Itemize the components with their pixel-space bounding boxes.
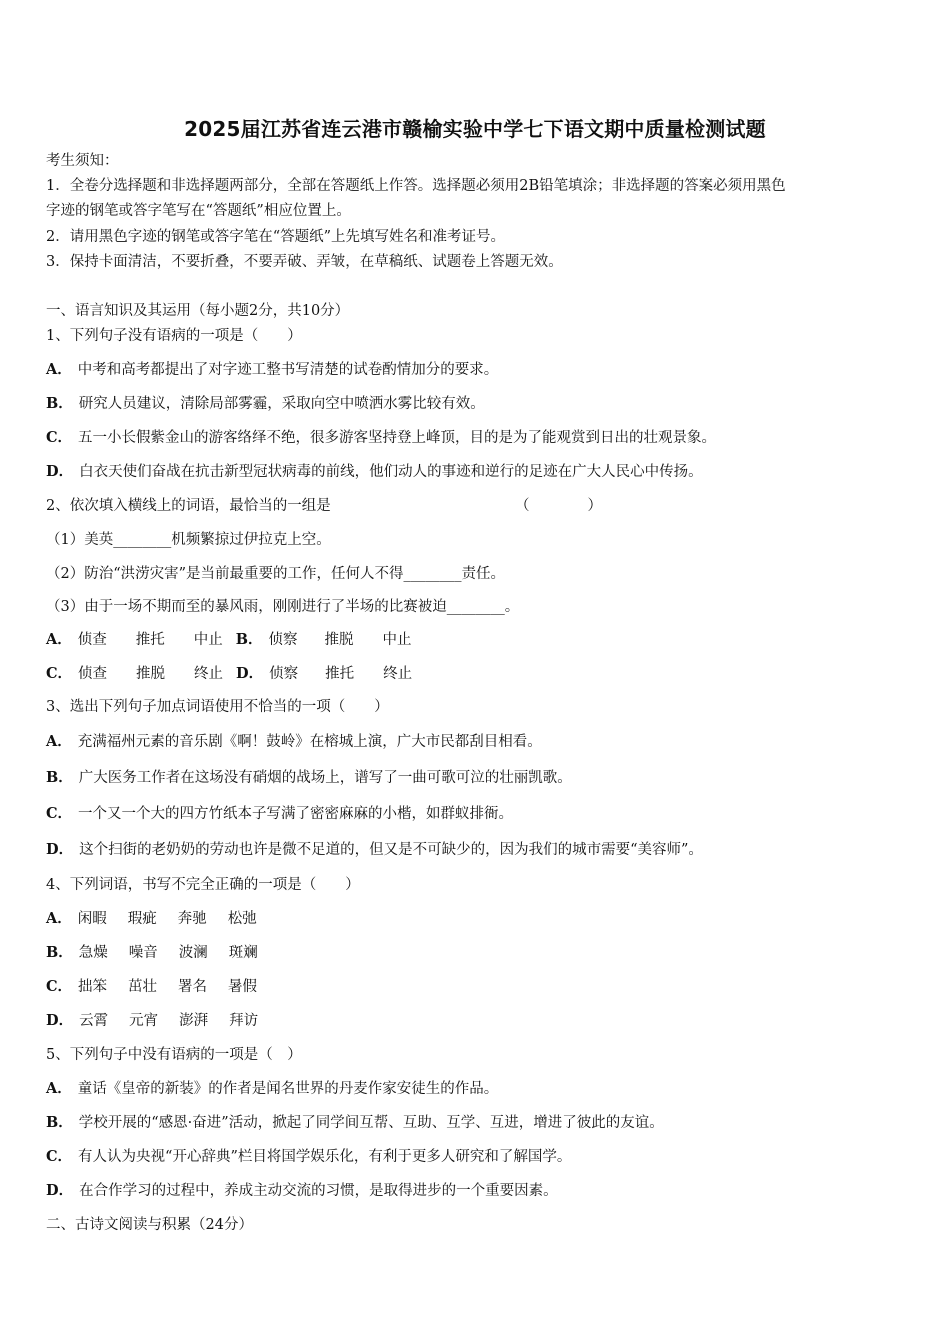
option-d [46, 840, 703, 860]
option-word: 侦察 [268, 632, 298, 648]
option-word: 推脱 [136, 666, 166, 682]
option-word: 松弛 [227, 911, 257, 927]
option-row [46, 630, 412, 650]
option-word: 侦察 [269, 666, 299, 682]
question-stem: 4、下列词语，书写不完全正确的一项是（ ） [46, 877, 360, 893]
option-letter: D． [46, 841, 74, 858]
option-c [46, 977, 257, 997]
question-stem: 2、依次填入横线上的词语，最恰当的一组是 [46, 498, 331, 514]
option-letter: D． [46, 463, 74, 480]
option-letter: B． [46, 769, 73, 786]
fill-sentence: （3）由于一场不期而至的暴风雨，刚刚进行了半场的比赛被迫________。 [46, 599, 520, 615]
option-text: 这个扫街的老奶奶的劳动也许是微不足道的，但又是不可缺少的，因为我们的城市需要“美容师”。 [79, 842, 703, 858]
answer-paren: （ ） [515, 498, 602, 514]
option-word: 瑕疵 [127, 911, 157, 927]
option-word: 推脱 [324, 632, 354, 648]
option-text: 充满福州元素的音乐剧《啊！鼓岭》在榕城上演，广大市民都刮目相看。 [77, 734, 542, 750]
notice-item: 1．全卷分选择题和非选择题两部分，全部在答题纸上作答。选择题必须用2B铅笔填涂；非选择题的答案必须用黑色 [46, 178, 786, 194]
option-letter: C． [46, 665, 73, 682]
option-word: 茁壮 [128, 979, 158, 995]
option-text: 一个又一个大的四方竹纸本子写满了密密麻麻的小楷，如群蚁排衙。 [78, 806, 514, 822]
option-word: 署名 [178, 979, 208, 995]
option-letter: B． [46, 944, 73, 961]
option-a [46, 732, 542, 752]
option-d [46, 462, 703, 482]
option-b [46, 394, 485, 414]
option-letter: A． [46, 910, 72, 927]
option-c [46, 1147, 571, 1167]
option-word: 拜访 [229, 1013, 259, 1029]
option-word: 急燥 [78, 945, 108, 961]
option-word: 闲暇 [77, 911, 107, 927]
option-letter: A． [46, 631, 72, 648]
option-letter: A． [46, 361, 72, 378]
option-word: 侦查 [78, 666, 108, 682]
option-d [46, 1011, 258, 1031]
option-letter: B． [235, 631, 263, 648]
option-word: 澎湃 [179, 1013, 209, 1029]
option-text: 白衣天使们奋战在抗击新型冠状病毒的前线，他们动人的事迹和逆行的足迹在广大人民心中传扬。 [79, 464, 703, 480]
option-letter: D． [46, 1182, 74, 1199]
option-letter: C． [46, 429, 73, 446]
option-letter: C． [46, 805, 73, 822]
option-a [46, 1079, 498, 1099]
option-word: 中止 [193, 632, 223, 648]
option-letter: C． [46, 1148, 73, 1165]
fill-sentence: （1）美英________机频繁掠过伊拉克上空。 [46, 532, 331, 548]
option-text: 在合作学习的过程中，养成主动交流的习惯，是取得进步的一个重要因素。 [79, 1183, 558, 1199]
option-word: 推托 [135, 632, 165, 648]
notice-heading: 考生须知： [46, 153, 119, 169]
option-letter: A． [46, 1080, 72, 1097]
option-row [46, 664, 412, 684]
option-text: 广大医务工作者在这场没有硝烟的战场上，谱写了一曲可歌可泣的壮丽凯歌。 [78, 770, 572, 786]
option-b [46, 943, 258, 963]
option-a [46, 909, 257, 929]
question-stem: 5、下列句子中没有语病的一项是（ ） [46, 1047, 302, 1063]
notice-item: 2．请用黑色字迹的钢笔或答字笔在“答题纸”上先填写姓名和准考证号。 [46, 229, 506, 245]
question-stem: 3、选出下列句子加点词语使用不恰当的一项（ ） [46, 699, 389, 715]
option-word: 中止 [382, 632, 412, 648]
option-letter: A． [46, 733, 72, 750]
option-word: 云霄 [79, 1013, 109, 1029]
option-letter: D． [46, 1012, 74, 1029]
option-b [46, 1113, 664, 1133]
option-word: 暑假 [228, 979, 258, 995]
option-c [46, 428, 716, 448]
option-word: 元宵 [129, 1013, 159, 1029]
option-d [46, 1181, 558, 1201]
option-letter: B． [46, 1114, 73, 1131]
notice-item: 字迹的钢笔或答字笔写在“答题纸”相应位置上。 [46, 203, 351, 219]
option-word: 终止 [194, 666, 224, 682]
question-stem: 1、下列句子没有语病的一项是（ ） [46, 328, 302, 344]
option-text: 有人认为央视“开心辞典”栏目将国学娱乐化，有利于更多人研究和了解国学。 [78, 1149, 572, 1165]
option-word: 侦查 [77, 632, 107, 648]
option-word: 拙笨 [78, 979, 108, 995]
option-letter: B． [46, 395, 73, 412]
option-word: 噪音 [128, 945, 158, 961]
option-c [46, 804, 513, 824]
section-heading: 一、语言知识及其运用（每小题2分，共10分） [46, 303, 350, 319]
option-word: 波澜 [178, 945, 208, 961]
option-b [46, 768, 572, 788]
option-letter: C． [46, 978, 73, 995]
option-a [46, 360, 498, 380]
option-word: 奔驰 [177, 911, 207, 927]
option-text: 童话《皇帝的新装》的作者是闻名世界的丹麦作家安徒生的作品。 [77, 1081, 499, 1097]
option-word: 终止 [383, 666, 413, 682]
section-heading: 二、古诗文阅读与积累（24分） [46, 1217, 253, 1233]
option-word: 斑斓 [228, 945, 258, 961]
fill-sentence: （2）防治“洪涝灾害”是当前最重要的工作，任何人不得________责任。 [46, 566, 506, 582]
notice-item: 3．保持卡面清洁，不要折叠，不要弄破、弄皱，在草稿纸、试题卷上答题无效。 [46, 254, 563, 270]
option-text: 研究人员建议，清除局部雾霾，采取向空中喷洒水雾比较有效。 [78, 396, 485, 412]
option-text: 学校开展的“感恩·奋进”活动，掀起了同学间互帮、互助、互学、互进，增进了彼此的友谊。 [78, 1115, 664, 1131]
option-word: 推托 [325, 666, 355, 682]
option-text: 五一小长假紫金山的游客络绎不绝，很多游客坚持登上峰顶，目的是为了能观赏到日出的壮观景象。 [78, 430, 717, 446]
option-text: 中考和高考都提出了对字迹工整书写清楚的试卷酌情加分的要求。 [77, 362, 499, 378]
option-letter: D． [236, 665, 264, 682]
page-title: 2025届江苏省连云港市赣榆实验中学七下语文期中质量检测试题 [184, 117, 766, 141]
